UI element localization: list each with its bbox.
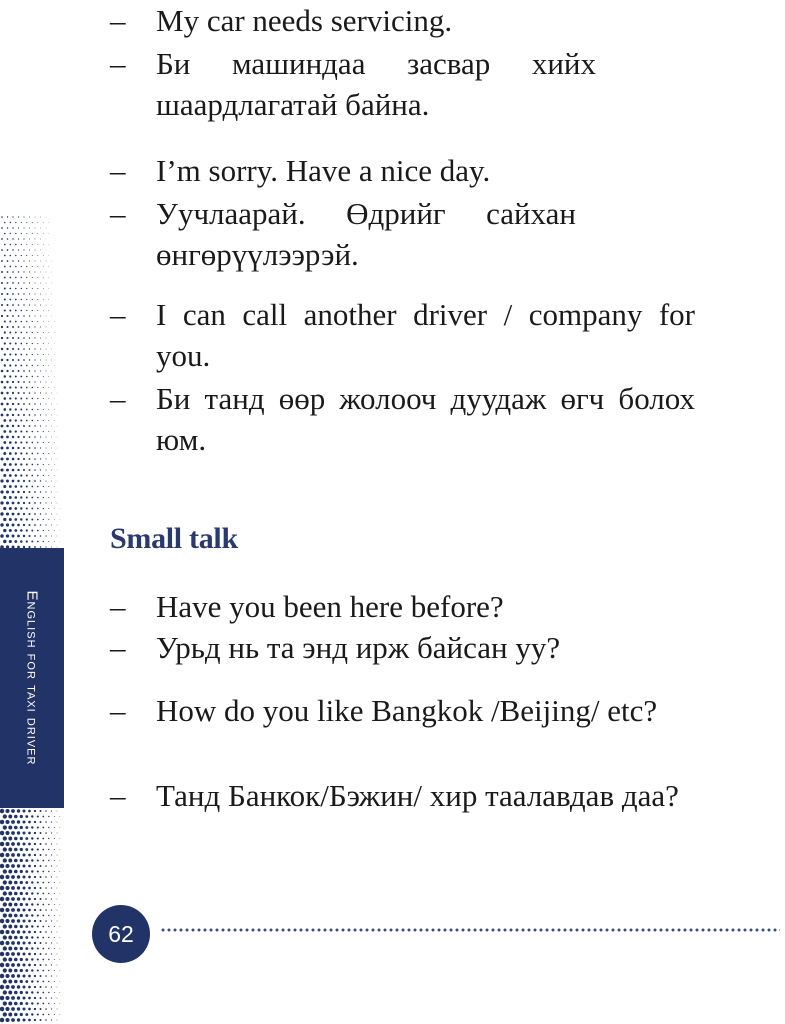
dash: – xyxy=(110,46,126,81)
page-number: 62 xyxy=(92,905,150,963)
phrase-text: Би танд өөр жолооч дуудаж өгч болох юм. xyxy=(156,381,695,457)
dash: – xyxy=(110,196,126,231)
phrase-entry xyxy=(110,690,695,731)
phrase-entry xyxy=(110,586,695,627)
phrase-entry xyxy=(110,294,695,376)
dash: – xyxy=(110,381,126,416)
phrase-entry xyxy=(110,0,452,41)
phrase-text: Танд Банкок/Бэжин/ хир таалавдав даа? xyxy=(156,778,679,813)
phrase-text: Урьд нь та энд ирж байсан уу? xyxy=(156,630,561,665)
phrase-text: Уучлаарай. Өдрийг сайхан өнгөрүүлээрэй. xyxy=(156,196,576,272)
phrase-entry xyxy=(110,43,695,125)
phrase-text: I can call another driver / company for you. xyxy=(156,297,695,373)
dash: – xyxy=(110,3,126,38)
phrase-entry xyxy=(110,627,695,668)
dotted-rule xyxy=(160,927,780,933)
phrase-entry xyxy=(110,775,695,816)
phrase-entry xyxy=(110,150,695,191)
phrase-entry xyxy=(110,193,695,275)
phrase-entry xyxy=(110,378,695,460)
side-tab-label: English for taxi driver xyxy=(23,590,41,766)
phrase-text: Би машиндаа засвар хийх шаардлагатай байна. xyxy=(156,46,596,122)
dash: – xyxy=(110,297,126,332)
dash: – xyxy=(110,589,126,624)
side-tab xyxy=(0,548,64,808)
dash: – xyxy=(110,153,126,188)
section-heading: Small talk xyxy=(110,522,238,555)
phrase-text: I’m sorry. Have a nice day. xyxy=(156,153,491,188)
dash: – xyxy=(110,778,126,813)
phrase-text: My car needs servicing. xyxy=(156,3,453,38)
dash: – xyxy=(110,630,126,665)
phrase-text: Have you been here before? xyxy=(156,589,504,624)
phrase-text: How do you like Bangkok /Beijing/ etc? xyxy=(156,693,658,728)
dash: – xyxy=(110,693,126,728)
